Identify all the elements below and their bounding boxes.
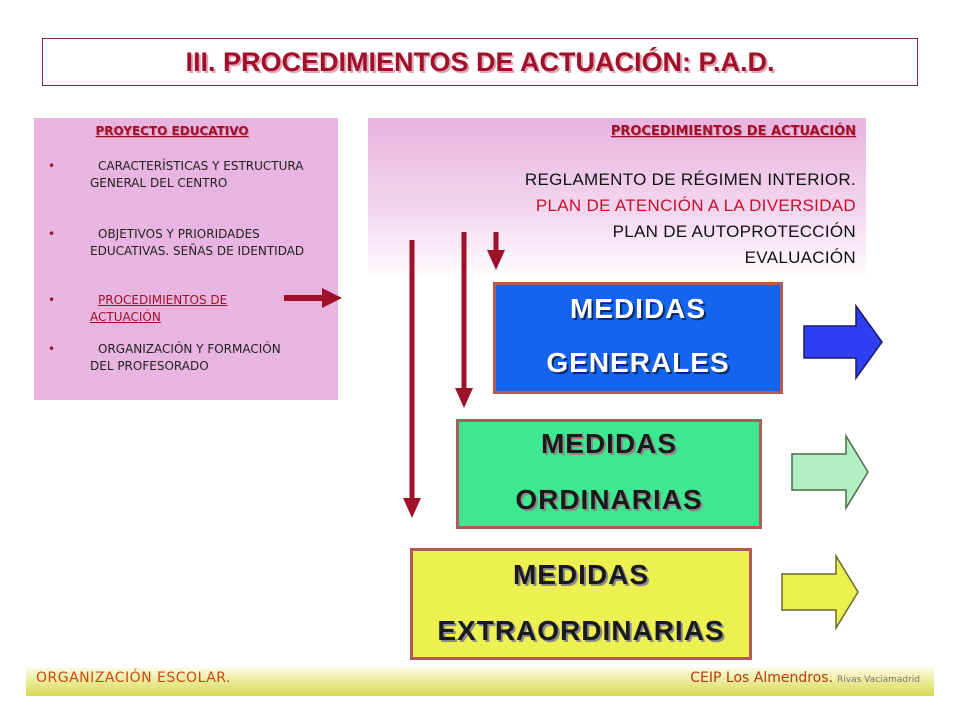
bullet-icon: • xyxy=(48,342,56,356)
down-arrow-extraordinarias xyxy=(403,240,421,518)
down-arrow-generales xyxy=(487,232,505,270)
extraordinarias-label: EXTRAORDINARIAS xyxy=(437,615,725,646)
right-arrow-ordinarias-icon xyxy=(792,436,868,508)
list-item-text: OBJETIVOS Y PRIORIDADES EDUCATIVAS. SEÑAS DE IDENTIDAD xyxy=(90,227,305,258)
procedimientos-heading: PROCEDIMIENTOS DE ACTUACIÓN xyxy=(610,124,856,139)
bullet-icon: • xyxy=(48,159,56,173)
proyecto-educativo-heading: PROYECTO EDUCATIVO xyxy=(95,124,249,138)
footer-location: Rivas Vaciamadrid xyxy=(837,675,920,685)
slide-title: III. PROCEDIMIENTOS DE ACTUACIÓN: P.A.D. xyxy=(185,46,775,77)
bullet-icon: • xyxy=(48,227,56,241)
footer-school-name: CEIP Los Almendros. xyxy=(690,670,833,686)
list-item-text: ORGANIZACIÓN Y FORMACIÓN DEL PROFESORADO xyxy=(90,342,281,373)
medidas-label: MEDIDAS xyxy=(540,428,678,459)
plan-line-highlight: PLAN DE ATENCIÓN A LA DIVERSIDAD xyxy=(535,196,856,215)
generales-label: GENERALES xyxy=(546,347,730,378)
list-item-text: CARACTERÍSTICAS Y ESTRUCTURA GENERAL DEL CENTRO xyxy=(90,159,304,190)
down-arrow-ordinarias xyxy=(455,232,473,408)
footer-left-text: ORGANIZACIÓN ESCOLAR. xyxy=(36,670,231,686)
ordinarias-label: ORDINARIAS xyxy=(515,484,703,515)
pointer-right-arrow xyxy=(284,288,342,308)
plan-line: REGLAMENTO DE RÉGIMEN INTERIOR. xyxy=(524,170,856,189)
footer-right xyxy=(690,670,920,686)
medidas-label: MEDIDAS xyxy=(569,293,707,324)
bullet-icon: • xyxy=(48,293,56,307)
right-arrow-generales-icon xyxy=(804,306,882,378)
procedimientos-link[interactable]: PROCEDIMIENTOS DE ACTUACIÓN xyxy=(90,293,228,324)
plan-line: PLAN DE AUTOPROTECCIÓN xyxy=(612,222,856,241)
medidas-label: MEDIDAS xyxy=(512,559,650,590)
right-arrow-extraordinarias-icon xyxy=(782,556,858,628)
plan-line: EVALUACIÓN xyxy=(744,248,856,267)
